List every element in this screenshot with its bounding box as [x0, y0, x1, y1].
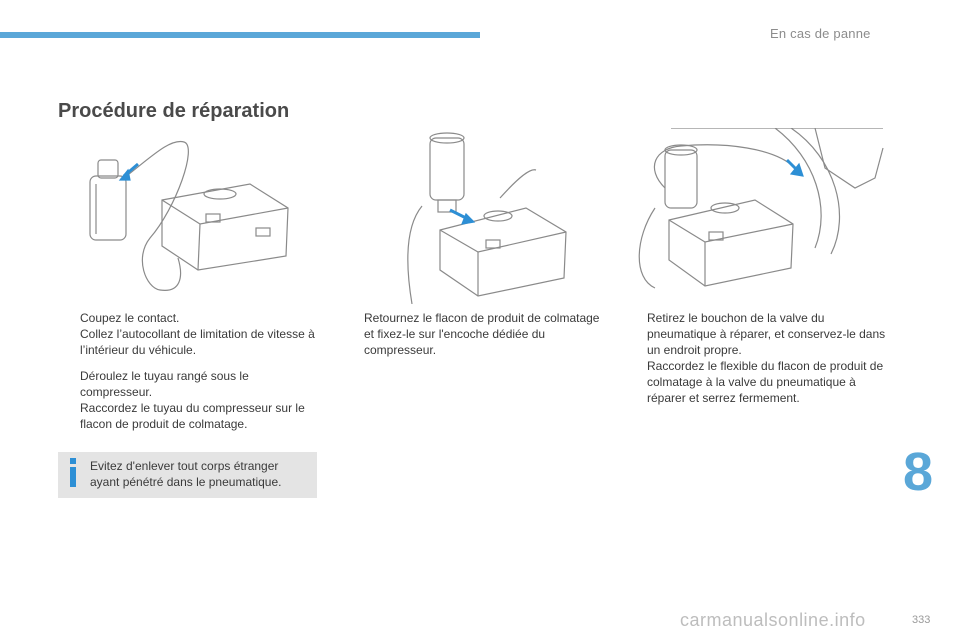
bullet-item [58, 368, 320, 400]
info-note [58, 452, 317, 498]
instruction-column-3 [625, 310, 887, 406]
watermark: carmanualsonline.info [680, 610, 866, 630]
bullet-text: Raccordez le tuyau du compresseur sur le flacon de produit de colmatage. [80, 401, 305, 431]
info-icon [66, 458, 80, 488]
page-number: 333 [912, 614, 931, 626]
bullet-item [625, 358, 887, 406]
bullet-text: Retirez le bouchon de la valve du pneumatique à réparer, et conservez-le dans un endroit propre. [647, 311, 886, 357]
bullet-item [58, 326, 320, 358]
bullet-group [625, 310, 887, 406]
bullet-text: Coupez le contact. [80, 311, 180, 325]
compressor-drawing [440, 208, 566, 296]
bullet-text: Raccordez le flexible du flacon de produit de colmatage à la valve du pneumatique à réparer et serrez fermement. [647, 359, 884, 405]
header-accent-bar [0, 32, 480, 38]
bullet-group [58, 368, 320, 432]
bullet-text: Retournez le flacon de produit de colmatage et fixez-le sur l'encoche dédiée du compresseur. [364, 311, 600, 357]
bullet-item [342, 310, 604, 358]
compressor-drawing [669, 200, 793, 286]
illustration-mount-bottle [400, 128, 575, 304]
bullet-group [58, 310, 320, 358]
bullet-text: Collez l’autocollant de limitation de vitesse à l’intérieur du véhicule. [80, 327, 315, 357]
bullet-group [342, 310, 604, 358]
arrow-drawing [787, 160, 803, 176]
info-note-text: Evitez d'enlever tout corps étranger ayant pénétré dans le pneumatique. [90, 459, 282, 489]
arrow-drawing [120, 164, 138, 180]
hose-drawing [408, 170, 536, 304]
bullet-item [58, 310, 320, 326]
bullet-text: Déroulez le tuyau rangé sous le compresseur. [80, 369, 249, 399]
instruction-column-1 [58, 310, 320, 432]
section-label: En cas de panne [770, 26, 871, 41]
compressor-drawing [162, 184, 288, 270]
sealant-bottle-drawing [665, 145, 697, 208]
page-heading: Procédure de réparation [58, 100, 290, 122]
bullet-item [625, 310, 887, 358]
hose-drawing [639, 145, 795, 288]
sealant-bottle-drawing [430, 133, 464, 212]
chapter-number: 8 [903, 442, 934, 502]
hose-drawing [124, 141, 188, 290]
illustration-connect-hose [80, 128, 305, 304]
instruction-column-2 [342, 310, 604, 358]
illustration-connect-valve [625, 128, 885, 304]
sealant-bottle-drawing [90, 160, 126, 240]
bullet-item [58, 400, 320, 432]
arrow-drawing [450, 210, 474, 224]
tyre-drawing [671, 128, 883, 254]
